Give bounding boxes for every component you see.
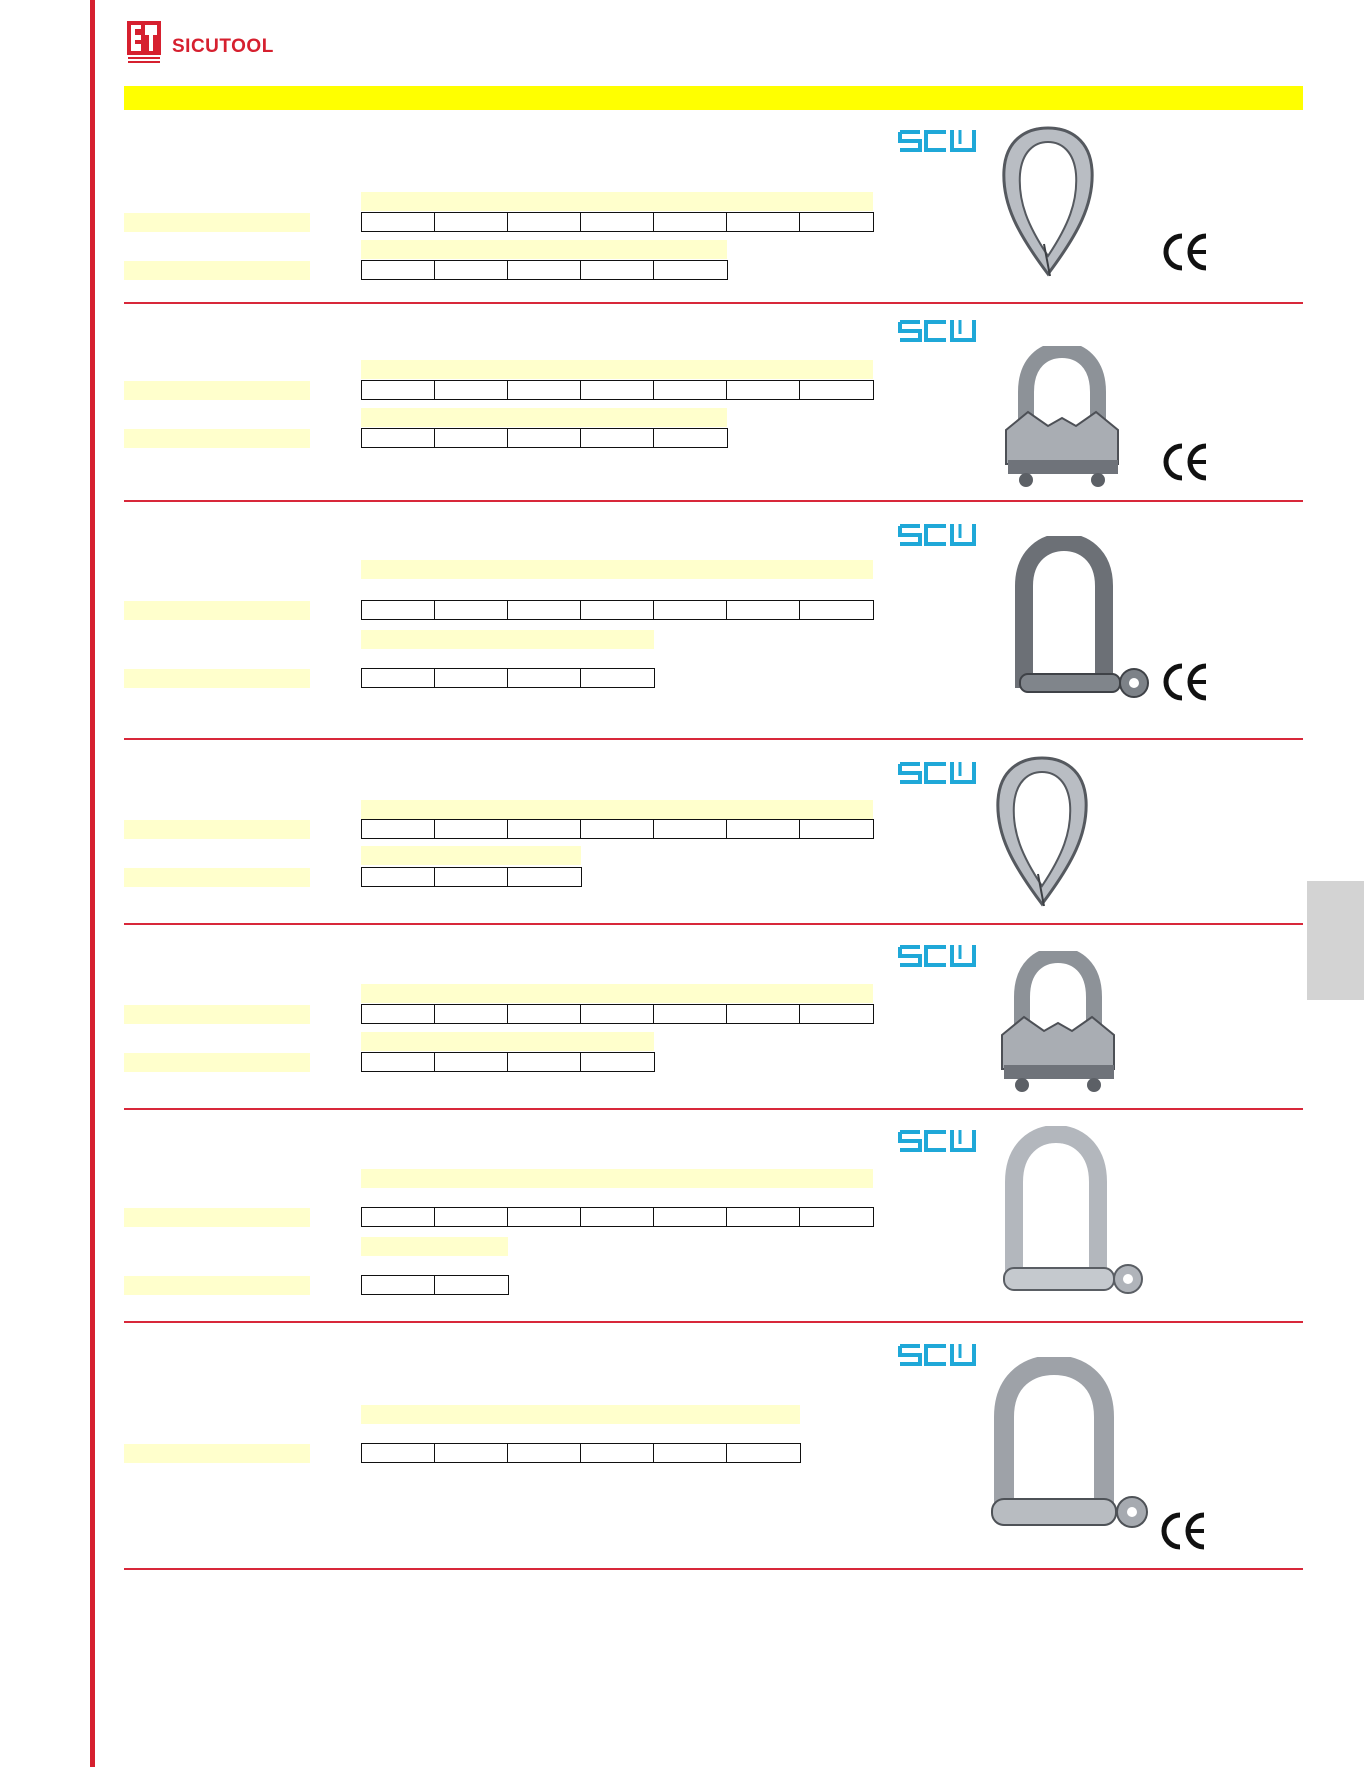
table-cell <box>362 669 435 687</box>
table-cell <box>581 1208 654 1226</box>
table-cell <box>362 429 435 447</box>
table-cell <box>508 261 581 279</box>
table-cell <box>362 1276 435 1294</box>
table-cell <box>362 381 435 399</box>
table-cell <box>508 820 581 838</box>
table-cell <box>654 1005 727 1023</box>
table-cell <box>435 1208 508 1226</box>
ce-mark-icon <box>1160 1511 1210 1551</box>
row-label <box>124 429 310 448</box>
table-cell <box>727 1444 800 1462</box>
ce-mark-icon <box>1162 232 1212 272</box>
product-section-5 <box>124 925 1303 1110</box>
table-cell <box>435 669 508 687</box>
scu-logo-icon <box>898 1342 978 1368</box>
table-row <box>361 668 655 688</box>
table-cell <box>362 868 435 886</box>
table-cell <box>362 1053 435 1071</box>
table-cell <box>581 1444 654 1462</box>
table-cell <box>508 213 581 231</box>
row-label <box>124 213 310 232</box>
table-cell <box>508 429 581 447</box>
table-cell <box>727 213 800 231</box>
table-cell <box>800 1208 873 1226</box>
table-cell <box>727 820 800 838</box>
table-header-band <box>361 630 654 649</box>
table-row <box>361 260 728 280</box>
table-cell <box>508 868 581 886</box>
table-row <box>361 1443 801 1463</box>
table-cell <box>800 601 873 619</box>
table-cell <box>581 381 654 399</box>
table-header-band <box>361 800 873 819</box>
table-cell <box>362 601 435 619</box>
product-section-1 <box>124 110 1303 304</box>
table-cell <box>362 213 435 231</box>
scu-logo-icon <box>898 1128 978 1154</box>
left-margin-rule <box>90 0 95 1767</box>
table-cell <box>435 868 508 886</box>
table-cell <box>581 429 654 447</box>
product-section-4 <box>124 740 1303 925</box>
table-cell <box>727 1005 800 1023</box>
table-header-band <box>361 192 873 211</box>
table-cell <box>508 601 581 619</box>
table-cell <box>581 1005 654 1023</box>
table-cell <box>508 1005 581 1023</box>
table-header-band <box>361 1237 508 1256</box>
table-cell <box>508 381 581 399</box>
table-cell <box>800 1005 873 1023</box>
sicutool-logo-icon <box>126 20 162 64</box>
table-cell <box>654 1208 727 1226</box>
table-cell <box>654 1444 727 1462</box>
table-cell <box>435 1444 508 1462</box>
table-header-band <box>361 360 873 379</box>
table-cell <box>435 1005 508 1023</box>
table-cell <box>508 1444 581 1462</box>
table-cell <box>435 820 508 838</box>
table-row <box>361 428 728 448</box>
table-row <box>361 1207 874 1227</box>
table-header-band <box>361 984 873 1003</box>
table-row <box>361 867 582 887</box>
wire-rope-clip-icon <box>998 346 1128 496</box>
table-row <box>361 1052 655 1072</box>
table-cell <box>362 1208 435 1226</box>
table-header-band <box>361 1405 800 1424</box>
row-label <box>124 1053 310 1072</box>
table-cell <box>800 820 873 838</box>
row-label <box>124 1444 310 1463</box>
table-cell <box>727 601 800 619</box>
ce-mark-icon <box>1162 442 1212 482</box>
table-cell <box>581 669 654 687</box>
table-cell <box>435 213 508 231</box>
row-label <box>124 669 310 688</box>
table-cell <box>581 213 654 231</box>
table-row <box>361 212 874 232</box>
product-section-6 <box>124 1110 1303 1323</box>
table-cell <box>654 381 727 399</box>
table-header-band <box>361 408 727 427</box>
table-cell <box>435 1053 508 1071</box>
row-label <box>124 381 310 400</box>
table-cell <box>727 1208 800 1226</box>
row-label <box>124 1005 310 1024</box>
table-row <box>361 380 874 400</box>
row-label <box>124 820 310 839</box>
d-shackle-icon <box>984 1126 1154 1314</box>
scu-logo-icon <box>898 522 978 548</box>
product-section-2 <box>124 304 1303 502</box>
wire-rope-clip-icon <box>994 951 1124 1101</box>
brand-name: SICUTOOL <box>172 36 274 57</box>
table-cell <box>362 261 435 279</box>
table-cell <box>800 381 873 399</box>
scu-logo-icon <box>898 760 978 786</box>
ce-mark-icon <box>1162 662 1212 702</box>
table-cell <box>435 1276 508 1294</box>
table-cell <box>654 261 727 279</box>
row-label <box>124 1276 310 1295</box>
table-cell <box>727 381 800 399</box>
table-header-band <box>361 1169 873 1188</box>
d-shackle-icon <box>994 536 1164 708</box>
row-label <box>124 1208 310 1227</box>
table-cell <box>654 820 727 838</box>
table-cell <box>362 820 435 838</box>
wire-rope-thimble-icon <box>992 754 1092 910</box>
header-band <box>124 86 1303 110</box>
d-shackle-icon <box>970 1357 1160 1547</box>
table-row <box>361 1275 509 1295</box>
table-cell <box>508 1053 581 1071</box>
table-cell <box>581 601 654 619</box>
table-cell <box>362 1444 435 1462</box>
table-header-band <box>361 1032 654 1051</box>
table-cell <box>435 261 508 279</box>
row-label <box>124 261 310 280</box>
table-cell <box>654 429 727 447</box>
table-cell <box>435 601 508 619</box>
product-section-7 <box>124 1323 1303 1570</box>
scu-logo-icon <box>898 318 978 344</box>
table-cell <box>654 601 727 619</box>
table-row <box>361 600 874 620</box>
table-cell <box>508 669 581 687</box>
table-header-band <box>361 846 581 865</box>
table-cell <box>581 261 654 279</box>
table-cell <box>508 1208 581 1226</box>
table-cell <box>435 429 508 447</box>
table-cell <box>362 1005 435 1023</box>
table-header-band <box>361 560 873 579</box>
table-header-band <box>361 240 727 259</box>
table-cell <box>581 1053 654 1071</box>
sicutool-logo <box>126 20 274 72</box>
table-cell <box>581 820 654 838</box>
row-label <box>124 601 310 620</box>
table-cell <box>435 381 508 399</box>
table-row <box>361 1004 874 1024</box>
scu-logo-icon <box>898 128 978 154</box>
row-label <box>124 868 310 887</box>
scu-logo-icon <box>898 943 978 969</box>
wire-rope-thimble-icon <box>998 124 1098 280</box>
side-index-tab[interactable] <box>1307 881 1364 1000</box>
table-cell <box>654 213 727 231</box>
table-cell <box>800 213 873 231</box>
table-row <box>361 819 874 839</box>
product-section-3 <box>124 502 1303 740</box>
